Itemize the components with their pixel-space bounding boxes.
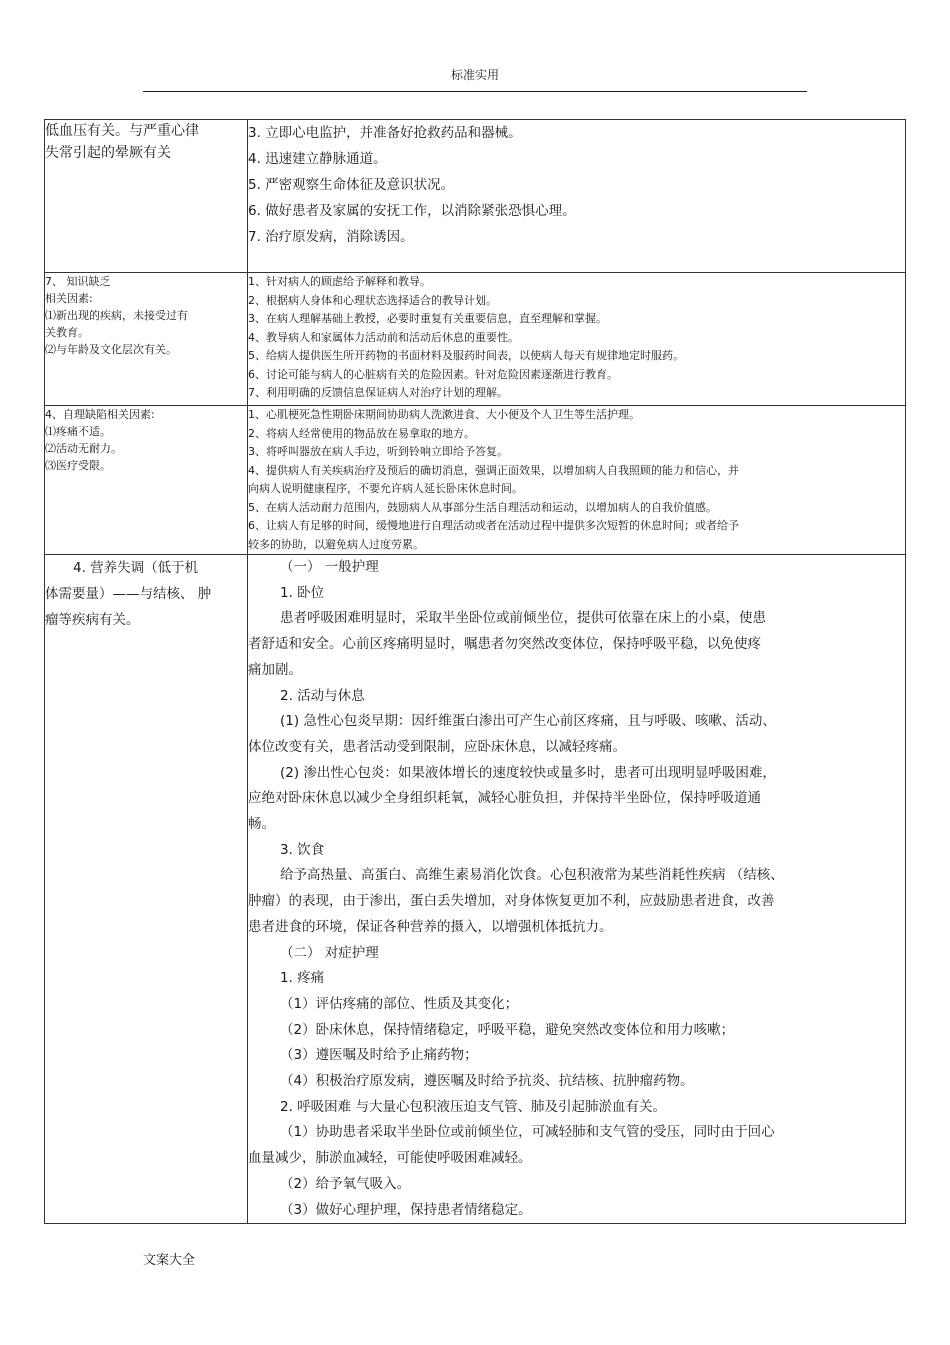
diagnosis-line: 相关因素: xyxy=(45,292,93,305)
diagnosis-cell xyxy=(45,120,248,273)
paragraph-line: 肿瘤）的表现，由于渗出，蛋白丢失增加，对身体恢复更加不利，应鼓励患者进食，改善 xyxy=(248,893,775,910)
diagnosis-line: ⑵与年龄及文化层次有关。 xyxy=(45,343,177,356)
diagnosis-cell xyxy=(45,273,248,406)
measure-item: 6、讨论可能与病人的心脏病有关的危险因素。针对危险因素逐渐进行教育。 xyxy=(248,367,618,381)
subsection-heading: 1. 疼痛 xyxy=(280,970,325,987)
section-heading: （一） 一般护理 xyxy=(280,559,379,575)
diagnosis-line: 低血压有关。与严重心律 xyxy=(45,123,199,139)
subsection-heading: 2. 呼吸困难 与大量心包积液压迫支气管、肺及引起肺淤血有关。 xyxy=(280,1098,666,1115)
paragraph-line: (2) 渗出性心包炎：如果液体增长的速度较快或量多时，患者可出现明显呼吸困难， xyxy=(280,764,776,781)
table-row xyxy=(45,406,906,555)
diagnosis-line: 关教育。 xyxy=(45,326,89,339)
diagnosis-line: 7、 知识缺乏 xyxy=(45,275,111,288)
measure-item: 7. 治疗原发病，消除诱因。 xyxy=(248,229,414,245)
diagnosis-line: 4、自理缺陷相关因素: xyxy=(45,408,155,421)
diagnosis-line: ⑶医疗受限。 xyxy=(45,459,111,472)
measure-item: 2、根据病人身体和心理状态选择适合的教导计划。 xyxy=(248,293,497,307)
measure-item: 5、给病人提供医生所开药物的书面材料及服药时间表，以使病人每天有规律地定时服药。 xyxy=(248,349,684,362)
diagnosis-line: 瘤等疾病有关。 xyxy=(45,612,140,628)
paragraph-line: 血量减少，肺淤血减轻，可能使呼吸困难减轻。 xyxy=(248,1150,532,1167)
page-footer: 文案大全 xyxy=(143,1253,196,1268)
diagnosis-line: 4. 营养失调（低于机 xyxy=(73,560,199,576)
measure-item: 5. 严密观察生命体征及意识状况。 xyxy=(248,177,455,193)
measure-item: 4、提供病人有关疾病治疗及预后的确切消息，强调正面效果，以增加病人自我照顾的能力和信心，并 xyxy=(248,463,739,477)
paragraph-line: 畅。 xyxy=(248,816,275,833)
section-heading: （二） 对症护理 xyxy=(280,944,379,961)
diagnosis-line: 失常引起的晕厥有关 xyxy=(45,145,171,161)
diagnosis-line: ⑴疼痛不适。 xyxy=(45,425,111,438)
diagnosis-line: ⑵活动无耐力。 xyxy=(45,442,122,455)
table-row xyxy=(45,273,906,406)
list-item: （4）积极治疗原发病，遵医嘱及时给予抗炎、抗结核、抗肿瘤药物。 xyxy=(280,1073,694,1090)
table-row xyxy=(45,120,906,273)
measure-item: 5、在病人活动耐力范围内，鼓励病人从事部分生活自理活动和运动，以增加病人的自我价值感。 xyxy=(248,500,717,514)
measure-item: 6、让病人有足够的时间，缓慢地进行自理活动或者在活动过程中提供多次短暂的休息时间；或者给予 xyxy=(248,519,739,532)
measure-item: 6. 做好患者及家属的安抚工作，以消除紧张恐惧心理。 xyxy=(248,203,576,219)
diagnosis-line: ⑴新出现的疾病，未接受过有 xyxy=(45,309,188,322)
list-item: （2）卧床休息，保持情绪稳定，呼吸平稳，避免突然改变体位和用力咳嗽； xyxy=(280,1021,735,1038)
measures-cell xyxy=(248,406,906,555)
measure-item: 3. 立即心电监护，并准备好抢救药品和器械。 xyxy=(248,125,522,141)
measure-item: 4. 迅速建立静脉通道。 xyxy=(248,151,387,167)
paragraph-line: 体位改变有关，患者活动受到限制，应卧床休息，以减轻疼痛。 xyxy=(248,738,626,755)
list-item: （1）评估疼痛的部位、性质及其变化； xyxy=(280,995,519,1012)
header-rule xyxy=(143,91,807,92)
paragraph-line: 者舒适和安全。心前区疼痛明显时，嘱患者勿突然改变体位，保持呼吸平稳，以免使疼 xyxy=(248,636,761,653)
measures-cell xyxy=(248,120,906,273)
measures-cell xyxy=(248,273,906,406)
paragraph-line: 患者呼吸困难明显时，采取半坐卧位或前倾坐位，提供可依靠在床上的小桌，使患 xyxy=(280,610,766,627)
list-item: （1）协助患者采取半坐卧位或前倾坐位，可减轻肺和支气管的受压，同时由于回心 xyxy=(280,1124,775,1141)
measure-item: 1、心肌梗死急性期卧床期间协助病人洗漱进食、大小便及个人卫生等生活护理。 xyxy=(248,408,640,421)
measure-item: 7、利用明确的反馈信息保证病人对治疗计划的理解。 xyxy=(248,386,508,399)
care-plan-table xyxy=(44,119,906,1224)
diagnosis-line: 体需要量）——与结核、 肿 xyxy=(45,586,212,602)
table-row xyxy=(45,555,906,1224)
measures-cell xyxy=(248,555,906,1224)
measure-item: 4、教导病人和家属体力活动前和活动后休息的重要性。 xyxy=(248,330,519,344)
measure-item: 较多的协助，以避免病人过度劳累。 xyxy=(248,537,424,551)
paragraph-line: 痛加剧。 xyxy=(248,661,302,678)
paragraph-line: (1) 急性心包炎早期：因纤维蛋白渗出可产生心前区疼痛，且与呼吸、咳嗽、活动、 xyxy=(280,713,776,730)
subsection-heading: 3. 饮食 xyxy=(280,841,325,858)
measure-item: 2、将病人经常使用的物品放在易拿取的地方。 xyxy=(248,426,475,440)
measure-item: 3、将呼叫器放在病人手边，听到铃响立即给予答复。 xyxy=(248,445,508,458)
diagnosis-cell xyxy=(45,406,248,555)
list-item: （3）遵医嘱及时给予止痛药物； xyxy=(280,1047,478,1064)
measure-item: 3、在病人理解基础上教授，必要时重复有关重要信息，直至理解和掌握。 xyxy=(248,312,607,325)
paragraph-line: 患者进食的环境，保证各种营养的摄入，以增强机体抵抗力。 xyxy=(248,918,613,935)
subsection-heading: 2. 活动与休息 xyxy=(280,687,365,704)
page-header: 标准实用 xyxy=(450,68,499,82)
paragraph-line: 应绝对卧床休息以减少全身组织耗氧，减轻心脏负担，并保持半坐卧位，保持呼吸道通 xyxy=(248,790,761,807)
diagnosis-cell xyxy=(45,555,248,1224)
list-item: （2）给予氧气吸入。 xyxy=(280,1175,411,1192)
paragraph-line: 给予高热量、高蛋白、高维生素易消化饮食。心包积液常为某些消耗性疾病 （结核、 xyxy=(280,867,784,884)
list-item: （3）做好心理护理，保持患者情绪稳定。 xyxy=(280,1201,532,1218)
measure-item: 1、针对病人的顾虑给予解释和教导。 xyxy=(248,275,431,288)
measure-item: 向病人说明健康程序，不要允许病人延长卧床休息时间。 xyxy=(248,482,523,495)
subsection-heading: 1. 卧位 xyxy=(280,584,325,601)
